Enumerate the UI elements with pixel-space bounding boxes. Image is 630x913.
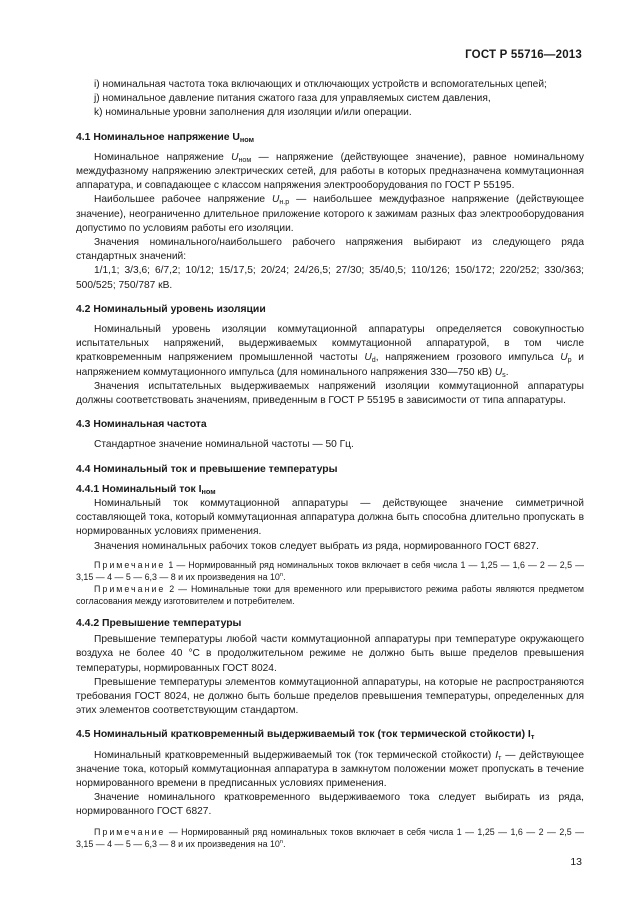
page-number: 13	[570, 856, 582, 868]
document-header: ГОСТ Р 55716—2013	[465, 49, 582, 61]
list-item-i: i) номинальная частота тока включающих и отключающих устройств и вспомогательных цепей;	[94, 79, 547, 90]
section-4-4-1-title: 4.4.1 Номинальный ток $I_{ном}$	[76, 483, 216, 496]
s45-paragraph-1: Номинальный кратковременный выдерживаемый ток (ток термической стойкости) $I_т$ — действующее значение тока, который коммутационная аппаратура в замкнутом положении может пропускать в течение нормированного времени в предписанных условиях применения.	[76, 749, 585, 789]
s441-paragraph-1: Номинальный ток коммутационной аппаратуры — действующее значение симметричной составляющей тока, который коммутационная аппаратура должна быть способна длительно пропускать в нормированных условиях применения.	[76, 498, 584, 538]
section-4-4-title: 4.4 Номинальный ток и превышение температуры	[76, 463, 338, 475]
s441-paragraph-2: Значения номинальных рабочих токов следует выбрать из ряда, нормированного ГОСТ 6827.	[94, 540, 540, 552]
document-body	[76, 78, 584, 850]
s43-paragraph-1: Стандартное значение номинальной частоты — 50 Гц.	[94, 439, 354, 451]
s442-paragraph-2: Превышение температуры элементов коммутационной аппаратуры, на которые не распространяются требования ГОСТ 8024, не должно быть больше пределов превышения температуры, определенных для этих элементов соответствующим стандартом.	[76, 676, 584, 717]
s41-paragraph-3: Значения номинального/наибольшего рабочего напряжения выбирают из следующего ряда стандартных значений:	[76, 237, 584, 263]
s45-paragraph-2: Значение номинального кратковременного выдерживаемого тока следует выбирать из ряда, нормированного ГОСТ 6827.	[76, 792, 584, 818]
note-3: Примечание — Нормированный ряд номинальных токов включает в себя числа 1 — 1,25 — 1,6 — 2 — 2,5 — 3,15 — 4 — 5 — 6,3 — 8 и их произведения на 10$^n$.	[76, 826, 584, 849]
note-2: Примечание 2 — Номинальные токи для временного или прерывистого режима работы являются предметом согласования между изготовителем и потребителем.	[76, 583, 584, 606]
s442-paragraph-1: Превышение температуры любой части коммутационной аппаратуры при температуре окружающего воздуха не более 40 °С в продолжительном режиме не должно быть выше пределов превышения температуры, нормированных ГОСТ 8024.	[76, 634, 584, 674]
s41-paragraph-1: Номинальное напряжение $U_{ном}$ — напряжение (действующее значение), равное номинальному междуфазному напряжению электрических сетей, для работы в которых предназначена коммутационная аппаратура, и совпадающее с классом напряжения электрооборудования по ГОСТ Р 55195.	[76, 151, 584, 192]
section-4-4-2-title: 4.4.2 Превышение температуры	[76, 617, 242, 629]
s41-voltage-series: 1/1,1; 3/3,6; 6/7,2; 10/12; 15/17,5; 20/24; 24/26,5; 27/30; 35/40,5; 110/126; 150/172; 220/252; 330/363; 500/525; 750/787 кВ.	[76, 265, 584, 291]
section-4-2-title: 4.2 Номинальный уровень изоляции	[76, 303, 266, 315]
s41-paragraph-2: Наибольшее рабочее напряжение $U_{н.р}$ — наибольшее междуфазное напряжение (действующее значение), неограниченно длительное приложение которого к зажимам разных фаз электрооборудования допустимо по условиям работы его изоляции.	[76, 194, 585, 234]
note-1: Примечание 1 — Нормированный ряд номинальных токов включает в себя числа 1 — 1,25 — 1,6 — 2 — 2,5 — 3,15 — 4 — 5 — 6,3 — 8 и их произведения на 10$^n$.	[76, 559, 584, 582]
section-4-5-title: 4.5 Номинальный кратковременный выдерживаемый ток (ток термической стойкости) $I_т$	[76, 729, 535, 742]
section-4-3-title: 4.3 Номинальная частота	[76, 419, 207, 431]
s42-paragraph-2: Значения испытательных выдерживаемых напряжений изоляции коммутационной аппаратуры должны соответствовать значениям, приведенным в ГОСТ Р 55195 в зависимости от типа аппаратуры.	[76, 380, 584, 407]
section-4-1-title: 4.1 Номинальное напряжение $U_{ном}$	[76, 131, 255, 144]
s42-paragraph-1: Номинальный уровень изоляции коммутационной аппаратуры определяется совокупностью испытательных напряжений, выдерживаемых коммутационной аппаратурой, в том числе кратковременным напряжением промышленной частоты $U_d$, напряжением грозового импульса $U_p$ и напряжением коммутационного импульса (для номинального напряжения 330—750 кВ) $U_s$.	[76, 324, 584, 379]
list-item-j: j) номинальное давление питания сжатого газа для управляемых систем давления,	[94, 93, 491, 105]
list-item-k: k) номинальные уровни заполнения для изоляции и/или операции.	[94, 107, 412, 119]
